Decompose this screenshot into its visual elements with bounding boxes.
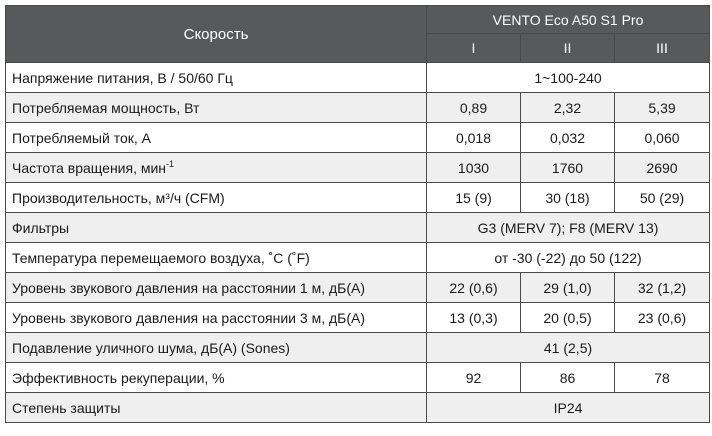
row-value: 50 (29)	[615, 183, 710, 213]
table-row	[6, 333, 710, 363]
spec-table	[5, 5, 710, 423]
table-row	[6, 153, 710, 183]
table-row	[6, 393, 710, 423]
table-row	[6, 93, 710, 123]
table-row	[6, 273, 710, 303]
row-value: 1030	[427, 153, 521, 183]
row-value: 92	[427, 363, 521, 393]
table-row	[6, 213, 710, 243]
row-label: Потребляемый ток, А	[6, 123, 427, 153]
row-label: Уровень звукового давления на расстоянии 1 м, дБ(А)	[6, 273, 427, 303]
row-label: Потребляемая мощность, Вт	[6, 93, 427, 123]
row-label: Температура перемещаемого воздуха, ˚С (˚F)	[6, 243, 427, 273]
table-row	[6, 243, 710, 273]
speed-level-2: II	[521, 34, 615, 63]
row-value: 1760	[521, 153, 615, 183]
row-label: Напряжение питания, В / 50/60 Гц	[6, 63, 427, 93]
row-value: 23 (0,6)	[615, 303, 710, 333]
row-label: Подавление уличного шума, дБ(А) (Sones)	[6, 333, 427, 363]
table-row	[6, 63, 710, 93]
row-value: 20 (0,5)	[521, 303, 615, 333]
speed-level-1: I	[427, 34, 521, 63]
speed-header: Скорость	[6, 6, 427, 63]
row-label: Степень защиты	[6, 393, 427, 423]
row-label-superscript: -1	[166, 158, 175, 169]
row-value: 5,39	[615, 93, 710, 123]
row-label: Эффективность рекуперации, %	[6, 363, 427, 393]
row-value: от -30 (-22) до 50 (122)	[427, 243, 710, 273]
row-value: 1~100-240	[427, 63, 710, 93]
row-value: 2690	[615, 153, 710, 183]
row-value: 29 (1,0)	[521, 273, 615, 303]
row-value: 30 (18)	[521, 183, 615, 213]
row-value: 32 (1,2)	[615, 273, 710, 303]
row-value: 0,060	[615, 123, 710, 153]
row-value: IP24	[427, 393, 710, 423]
row-label: Частота вращения, мин	[12, 159, 167, 176]
row-value: 0,018	[427, 123, 521, 153]
model-header: VENTO Eco A50 S1 Pro	[427, 6, 710, 34]
row-label: Уровень звукового давления на расстоянии 3 м, дБ(А)	[6, 303, 427, 333]
row-value: G3 (MERV 7); F8 (MERV 13)	[427, 213, 710, 243]
row-label-cell	[6, 153, 427, 183]
table-row	[6, 123, 710, 153]
row-value: 78	[615, 363, 710, 393]
row-value: 0,89	[427, 93, 521, 123]
table-row	[6, 363, 710, 393]
row-value: 86	[521, 363, 615, 393]
row-value: 2,32	[521, 93, 615, 123]
row-label: Фильтры	[6, 213, 427, 243]
row-value: 41 (2,5)	[427, 333, 710, 363]
row-value: 13 (0,3)	[427, 303, 521, 333]
table-row	[6, 183, 710, 213]
table-row	[6, 303, 710, 333]
row-value: 22 (0,6)	[427, 273, 521, 303]
row-label: Производительность, м³/ч (CFM)	[6, 183, 427, 213]
speed-level-3: III	[615, 34, 710, 63]
row-value: 15 (9)	[427, 183, 521, 213]
row-value: 0,032	[521, 123, 615, 153]
